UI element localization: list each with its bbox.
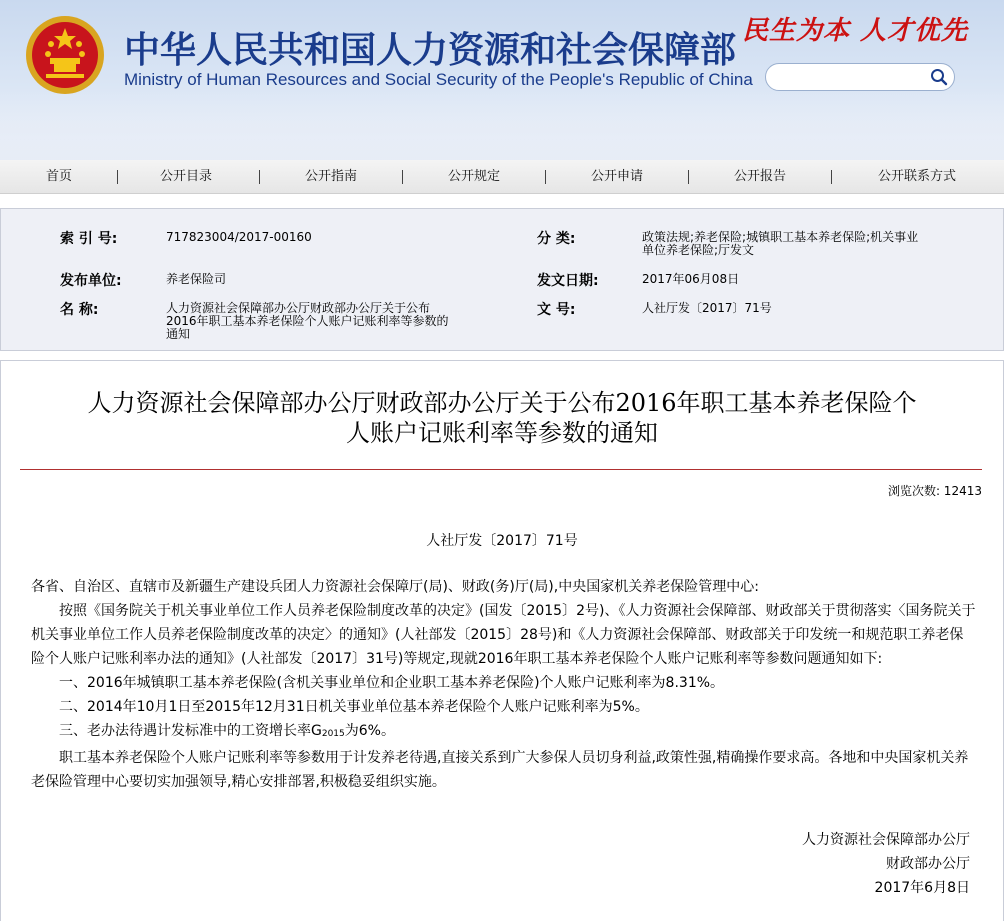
article-doc-number: 人社厅发〔2017〕71号 <box>426 533 578 549</box>
header-background <box>0 90 1004 160</box>
name-label: 名 称: <box>60 302 99 318</box>
date-value: 2017年06月08日 <box>642 272 740 286</box>
paragraph: 按照《国务院关于机关事业单位工作人员养老保险制度改革的决定》(国发〔2015〕2号)、《人力资源社会保障部、财政部关于贯彻落实〈国务院关于机关事业单位工作人员养老保险制度改革的决定〉的通知》(人社部发〔2015〕28号)和《人力资源社会保障部、财政部关于印发统一和规范职工养老保险个人账户记账利率办法的通知》(人社部发〔2017〕31号)等规定,现就2016年职工基本养老保险个人账户记账利率等参数问题通知如下: <box>31 603 976 667</box>
nav-home[interactable]: 首页 <box>45 169 72 184</box>
list-item: 二、2014年10月1日至2015年12月31日机关事业单位基本养老保险个人账户记账利率为5%。 <box>59 699 649 715</box>
salutation: 各省、自治区、直辖市及新疆生产建设兵团人力资源社会保障厅(局)、财政(务)厅(局),中央国家机关养老保险管理中心: <box>31 579 759 595</box>
paragraph: 职工基本养老保险个人账户记账利率等参数用于计发养老待遇,直接关系到广大参保人员切身利益,政策性强,精确操作要求高。各地和中央国家机关养老保险管理中心要切实加强领导,精心安排部署,积极稳妥组织实施。 <box>31 750 969 790</box>
sign-date: 2017年6月8日 <box>874 880 970 896</box>
nav-separator <box>402 170 403 184</box>
docno-value: 人社厅发〔2017〕71号 <box>642 301 772 315</box>
search-input[interactable] <box>778 68 932 88</box>
article-body <box>31 575 976 794</box>
national-emblem-icon[interactable] <box>24 14 106 96</box>
nav-separator <box>545 170 546 184</box>
main-nav <box>0 160 1004 194</box>
name-value-line3: 通知 <box>166 327 191 341</box>
category-value-line1: 政策法规;养老保险;城镇职工基本养老保险;机关事业 <box>642 230 919 244</box>
site-header <box>0 0 1004 160</box>
view-count: 浏览次数: 12413 <box>887 484 982 498</box>
list-item: 一、2016年城镇职工基本养老保险(含机关事业单位和企业职工基本养老保险)个人账户记账利率为8.31%。 <box>59 675 725 691</box>
nav-separator <box>688 170 689 184</box>
nav-rules[interactable]: 公开规定 <box>447 169 500 184</box>
index-value: 717823004/2017-00160 <box>166 230 312 244</box>
nav-separator <box>117 170 118 184</box>
date-label: 发文日期: <box>537 273 599 289</box>
site-title-chinese: 中华人民共和国人力资源和社会保障部 <box>124 30 737 71</box>
signatory-2: 财政部办公厅 <box>886 856 970 872</box>
nav-report[interactable]: 公开报告 <box>733 169 786 184</box>
search-icon[interactable] <box>930 68 948 86</box>
item3-text: 三、老办法待遇计发标准中的工资增长率G <box>59 723 322 739</box>
nav-guide[interactable]: 公开指南 <box>304 169 357 184</box>
nav-contact[interactable]: 公开联系方式 <box>877 169 956 184</box>
nav-catalog[interactable]: 公开目录 <box>159 169 212 184</box>
article-title-line2: 人账户记账利率等参数的通知 <box>346 419 658 447</box>
docno-label: 文 号: <box>537 302 576 318</box>
name-value-line1: 人力资源社会保障部办公厅财政部办公厅关于公布 <box>166 301 431 315</box>
item3-text-end: 为6%。 <box>344 723 395 739</box>
title-divider <box>20 469 982 470</box>
category-label: 分 类: <box>537 231 576 247</box>
search-box[interactable] <box>765 63 955 91</box>
site-title-english: Ministry of Human Resources and Social Security of the People's Republic of China <box>124 70 753 89</box>
article-title <box>20 388 984 448</box>
publisher-label: 发布单位: <box>60 273 122 289</box>
nav-application[interactable]: 公开申请 <box>590 169 643 184</box>
signature-block <box>802 828 970 900</box>
name-value-line2: 2016年职工基本养老保险个人账户记账利率等参数的 <box>166 314 449 328</box>
nav-separator <box>259 170 260 184</box>
nav-separator <box>831 170 832 184</box>
slogan: 民生为本 人才优先 <box>742 16 969 46</box>
publisher-value: 养老保险司 <box>166 272 227 286</box>
list-item <box>31 719 976 746</box>
item3-subscript: 2015 <box>321 729 345 739</box>
article-title-line1: 人力资源社会保障部办公厅财政部办公厅关于公布2016年职工基本养老保险个 <box>87 389 917 417</box>
signatory-1: 人力资源社会保障部办公厅 <box>802 832 970 848</box>
index-label: 索 引 号: <box>60 231 118 247</box>
category-value-line2: 单位养老保险;厅发文 <box>642 243 755 257</box>
